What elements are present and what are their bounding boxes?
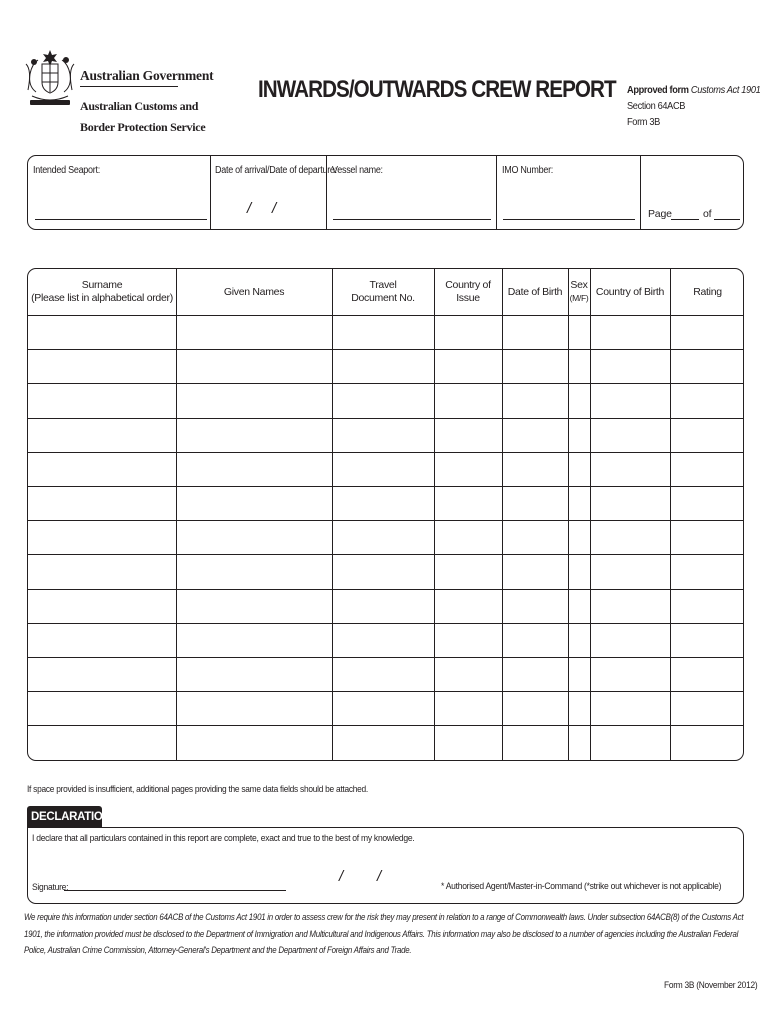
vessel-label: Vessel name: — [332, 165, 383, 176]
crew-table-cell[interactable] — [503, 590, 567, 622]
crew-table-cell[interactable] — [333, 590, 433, 622]
crew-table-cell[interactable] — [333, 555, 433, 587]
divider-seaport — [210, 156, 211, 229]
approved-form-act: Customs Act 1901 — [690, 84, 761, 96]
crew-table-cell[interactable] — [591, 316, 669, 348]
column-header-country-of-birth — [590, 269, 670, 315]
crew-table-cell[interactable] — [435, 419, 501, 451]
crew-table-cell[interactable] — [569, 453, 589, 485]
crew-table-cell[interactable] — [435, 590, 501, 622]
declaration-statement: I declare that all particulars contained in this report are complete, exact and true to the best of my knowledge. — [32, 833, 415, 844]
crew-table-cell[interactable] — [591, 624, 669, 656]
crew-table-cell[interactable] — [503, 521, 567, 553]
date-slash-2: / — [272, 200, 277, 217]
crew-table-cell[interactable] — [29, 555, 175, 587]
column-header-line: Sex — [570, 279, 588, 291]
crew-table-cell[interactable] — [435, 384, 501, 416]
crew-table-cell[interactable] — [671, 590, 744, 622]
crew-table-cell[interactable] — [569, 658, 589, 690]
form-title: INWARDS/OUTWARDS CREW REPORT — [258, 76, 616, 103]
crew-table-cell[interactable] — [29, 624, 175, 656]
crew-table-cell[interactable] — [671, 624, 744, 656]
crew-table-cell[interactable] — [591, 384, 669, 416]
signature-field[interactable] — [64, 890, 286, 891]
crew-table-cell[interactable] — [503, 555, 567, 587]
crew-table-cell[interactable] — [671, 692, 744, 724]
government-name: Australian Government — [80, 68, 214, 83]
page-label: Page — [648, 208, 672, 220]
coat-of-arms-icon — [22, 46, 78, 110]
crew-table-cell[interactable] — [435, 624, 501, 656]
insufficient-space-note: If space provided is insufficient, additional pages providing the same data fields should be attached. — [27, 784, 368, 795]
crew-table-cell[interactable] — [177, 453, 331, 485]
approved-form-block — [627, 82, 760, 130]
imo-label: IMO Number: — [502, 165, 554, 176]
crew-table-cell[interactable] — [591, 658, 669, 690]
crew-table-cell[interactable] — [671, 555, 744, 587]
crew-table-cell[interactable] — [177, 726, 331, 758]
crew-table-cell[interactable] — [177, 350, 331, 382]
crew-table-cell[interactable] — [591, 521, 669, 553]
crew-table-cell[interactable] — [569, 384, 589, 416]
crew-table-cell[interactable] — [435, 453, 501, 485]
crew-table-cell[interactable] — [29, 726, 175, 758]
approved-form-label: Approved form — [627, 84, 689, 96]
crew-table-cell[interactable] — [671, 726, 744, 758]
crew-table — [27, 268, 744, 761]
crew-table-cell[interactable] — [435, 350, 501, 382]
column-header-rating — [670, 269, 744, 315]
declaration-date-slash-2: / — [377, 868, 382, 885]
crew-table-cell[interactable] — [569, 487, 589, 519]
crew-table-cell[interactable] — [503, 419, 567, 451]
page-number-field[interactable] — [671, 219, 699, 220]
crew-table-cell[interactable] — [569, 350, 589, 382]
column-header-line: (Please list in alphabetical order) — [31, 292, 173, 304]
crew-table-cell[interactable] — [569, 521, 589, 553]
crew-table-cell[interactable] — [503, 658, 567, 690]
crew-table-cell[interactable] — [29, 521, 175, 553]
section-reference: Section 64ACB — [627, 100, 686, 112]
crew-table-cell[interactable] — [177, 692, 331, 724]
crew-table-cell[interactable] — [591, 726, 669, 758]
column-header-line: Date of Birth — [507, 285, 563, 298]
crew-table-cell[interactable] — [177, 316, 331, 348]
crew-table-cell[interactable] — [333, 692, 433, 724]
column-header-line: Travel — [369, 279, 397, 291]
column-header-sex — [568, 269, 590, 315]
crew-table-cell[interactable] — [333, 453, 433, 485]
crew-table-cell[interactable] — [569, 555, 589, 587]
crew-table-cell[interactable] — [333, 726, 433, 758]
column-header-line: Given Names — [223, 285, 285, 298]
privacy-notice: We require this information under section 64ACB of the Customs Act 1901 in order to assess crew for the risk they may present in relation to a range of Commonwealth laws. Under subsection 64ACB(8) of the Customs Act 1901, the information provided must be disclosed to the Department of Immigration and Multicultural and Indigenous Affairs. This information may also be disclosed to a number of agencies including the Australian Federal Police, Australian Crime Commission, Attorney-General's Department and the Department of Foreign Affairs and Trade. — [24, 912, 744, 956]
crew-table-cell[interactable] — [177, 487, 331, 519]
crew-table-cell[interactable] — [671, 316, 744, 348]
crew-table-cell[interactable] — [29, 384, 175, 416]
crew-table-cell[interactable] — [333, 624, 433, 656]
crew-table-cell[interactable] — [591, 692, 669, 724]
column-header-date-of-birth — [502, 269, 568, 315]
crew-table-cell[interactable] — [503, 692, 567, 724]
column-header-given-names — [176, 269, 332, 315]
column-header-surname — [28, 269, 176, 315]
crew-table-cell[interactable] — [569, 419, 589, 451]
column-header-line: Country of Birth — [595, 285, 665, 298]
column-header-line: (M/F) — [569, 293, 589, 303]
header-divider — [80, 86, 178, 87]
crew-table-cell[interactable] — [671, 419, 744, 451]
crew-table-cell[interactable] — [671, 350, 744, 382]
crew-table-cell[interactable] — [591, 555, 669, 587]
agency-name — [80, 96, 205, 138]
voyage-details-box — [27, 155, 744, 230]
crew-table-cell[interactable] — [177, 624, 331, 656]
crew-table-cell[interactable] — [671, 487, 744, 519]
crew-table-cell[interactable] — [671, 658, 744, 690]
crew-table-cell[interactable] — [177, 555, 331, 587]
crew-table-cell[interactable] — [569, 316, 589, 348]
crew-table-cell[interactable] — [569, 624, 589, 656]
date-label: Date of arrival/Date of departure: — [215, 165, 337, 176]
crew-table-cell[interactable] — [591, 350, 669, 382]
column-header-line: Rating — [693, 285, 722, 298]
agency-name-line2: Border Protection Service — [80, 120, 206, 134]
crew-table-cell[interactable] — [333, 658, 433, 690]
crew-table-cell[interactable] — [435, 316, 501, 348]
crew-table-cell[interactable] — [333, 384, 433, 416]
crew-table-cell[interactable] — [503, 350, 567, 382]
divider-vessel — [496, 156, 497, 229]
crew-table-cell[interactable] — [569, 692, 589, 724]
crew-table-cell[interactable] — [591, 590, 669, 622]
crew-table-cell[interactable] — [503, 384, 567, 416]
crew-table-cell[interactable] — [435, 555, 501, 587]
column-header-country-of-issue — [434, 269, 502, 315]
imo-number-field[interactable] — [503, 219, 635, 220]
crew-table-cell[interactable] — [503, 316, 567, 348]
crew-table-cell[interactable] — [435, 487, 501, 519]
crew-table-cell[interactable] — [29, 590, 175, 622]
crew-table-cell[interactable] — [671, 453, 744, 485]
divider-imo — [640, 156, 641, 229]
signature-label: Signature: — [32, 882, 69, 893]
crew-table-cell[interactable] — [29, 487, 175, 519]
crew-table-cell[interactable] — [435, 692, 501, 724]
crew-table-cell[interactable] — [29, 419, 175, 451]
crew-table-cell[interactable] — [671, 384, 744, 416]
crew-table-cell[interactable] — [29, 316, 175, 348]
crew-table-cell[interactable] — [435, 658, 501, 690]
crew-table-cell[interactable] — [29, 350, 175, 382]
crew-table-cell[interactable] — [29, 692, 175, 724]
crew-table-cell[interactable] — [435, 521, 501, 553]
crew-table-cell[interactable] — [177, 521, 331, 553]
crew-table-cell[interactable] — [333, 487, 433, 519]
column-header-travel-document — [332, 269, 434, 315]
page-of-label: of — [703, 208, 712, 220]
crew-table-cell[interactable] — [591, 419, 669, 451]
approved-form-line — [627, 82, 760, 98]
crew-table-cell[interactable] — [333, 350, 433, 382]
crew-table-cell[interactable] — [569, 726, 589, 758]
crew-table-cell[interactable] — [503, 453, 567, 485]
vessel-name-field[interactable] — [333, 219, 491, 220]
crew-table-cell[interactable] — [177, 419, 331, 451]
declaration-date-slash-1: / — [339, 868, 344, 885]
crew-table-cell[interactable] — [333, 419, 433, 451]
crew-table-cell[interactable] — [29, 658, 175, 690]
crew-table-cell[interactable] — [333, 521, 433, 553]
crew-table-cell[interactable] — [177, 384, 331, 416]
crew-table-cell[interactable] — [569, 590, 589, 622]
seaport-field[interactable] — [35, 219, 207, 220]
crew-table-cell[interactable] — [503, 726, 567, 758]
column-header-line: Document No. — [351, 292, 415, 304]
seaport-label: Intended Seaport: — [33, 165, 100, 176]
crew-table-cell[interactable] — [177, 658, 331, 690]
crew-table-cell[interactable] — [177, 590, 331, 622]
crew-table-cell[interactable] — [333, 316, 433, 348]
authorised-agent-note: * Authorised Agent/Master-in-Command (*strike out whichever is not applicable) — [441, 881, 722, 892]
crew-table-cell[interactable] — [671, 521, 744, 553]
form-number: Form 3B — [627, 116, 660, 128]
column-header-line: Surname — [81, 279, 123, 291]
form-footer: Form 3B (November 2012) — [664, 980, 758, 991]
date-slash-1: / — [247, 200, 252, 217]
agency-name-line1: Australian Customs and — [80, 99, 199, 113]
crew-table-cell[interactable] — [29, 453, 175, 485]
crew-table-cell[interactable] — [591, 453, 669, 485]
page-total-field[interactable] — [714, 219, 740, 220]
crew-table-cell[interactable] — [503, 487, 567, 519]
crew-table-cell[interactable] — [591, 487, 669, 519]
declaration-heading: DECLARATION — [27, 806, 102, 828]
crew-table-cell[interactable] — [503, 624, 567, 656]
crew-table-cell[interactable] — [435, 726, 501, 758]
column-header-line: Country of Issue — [445, 279, 491, 304]
